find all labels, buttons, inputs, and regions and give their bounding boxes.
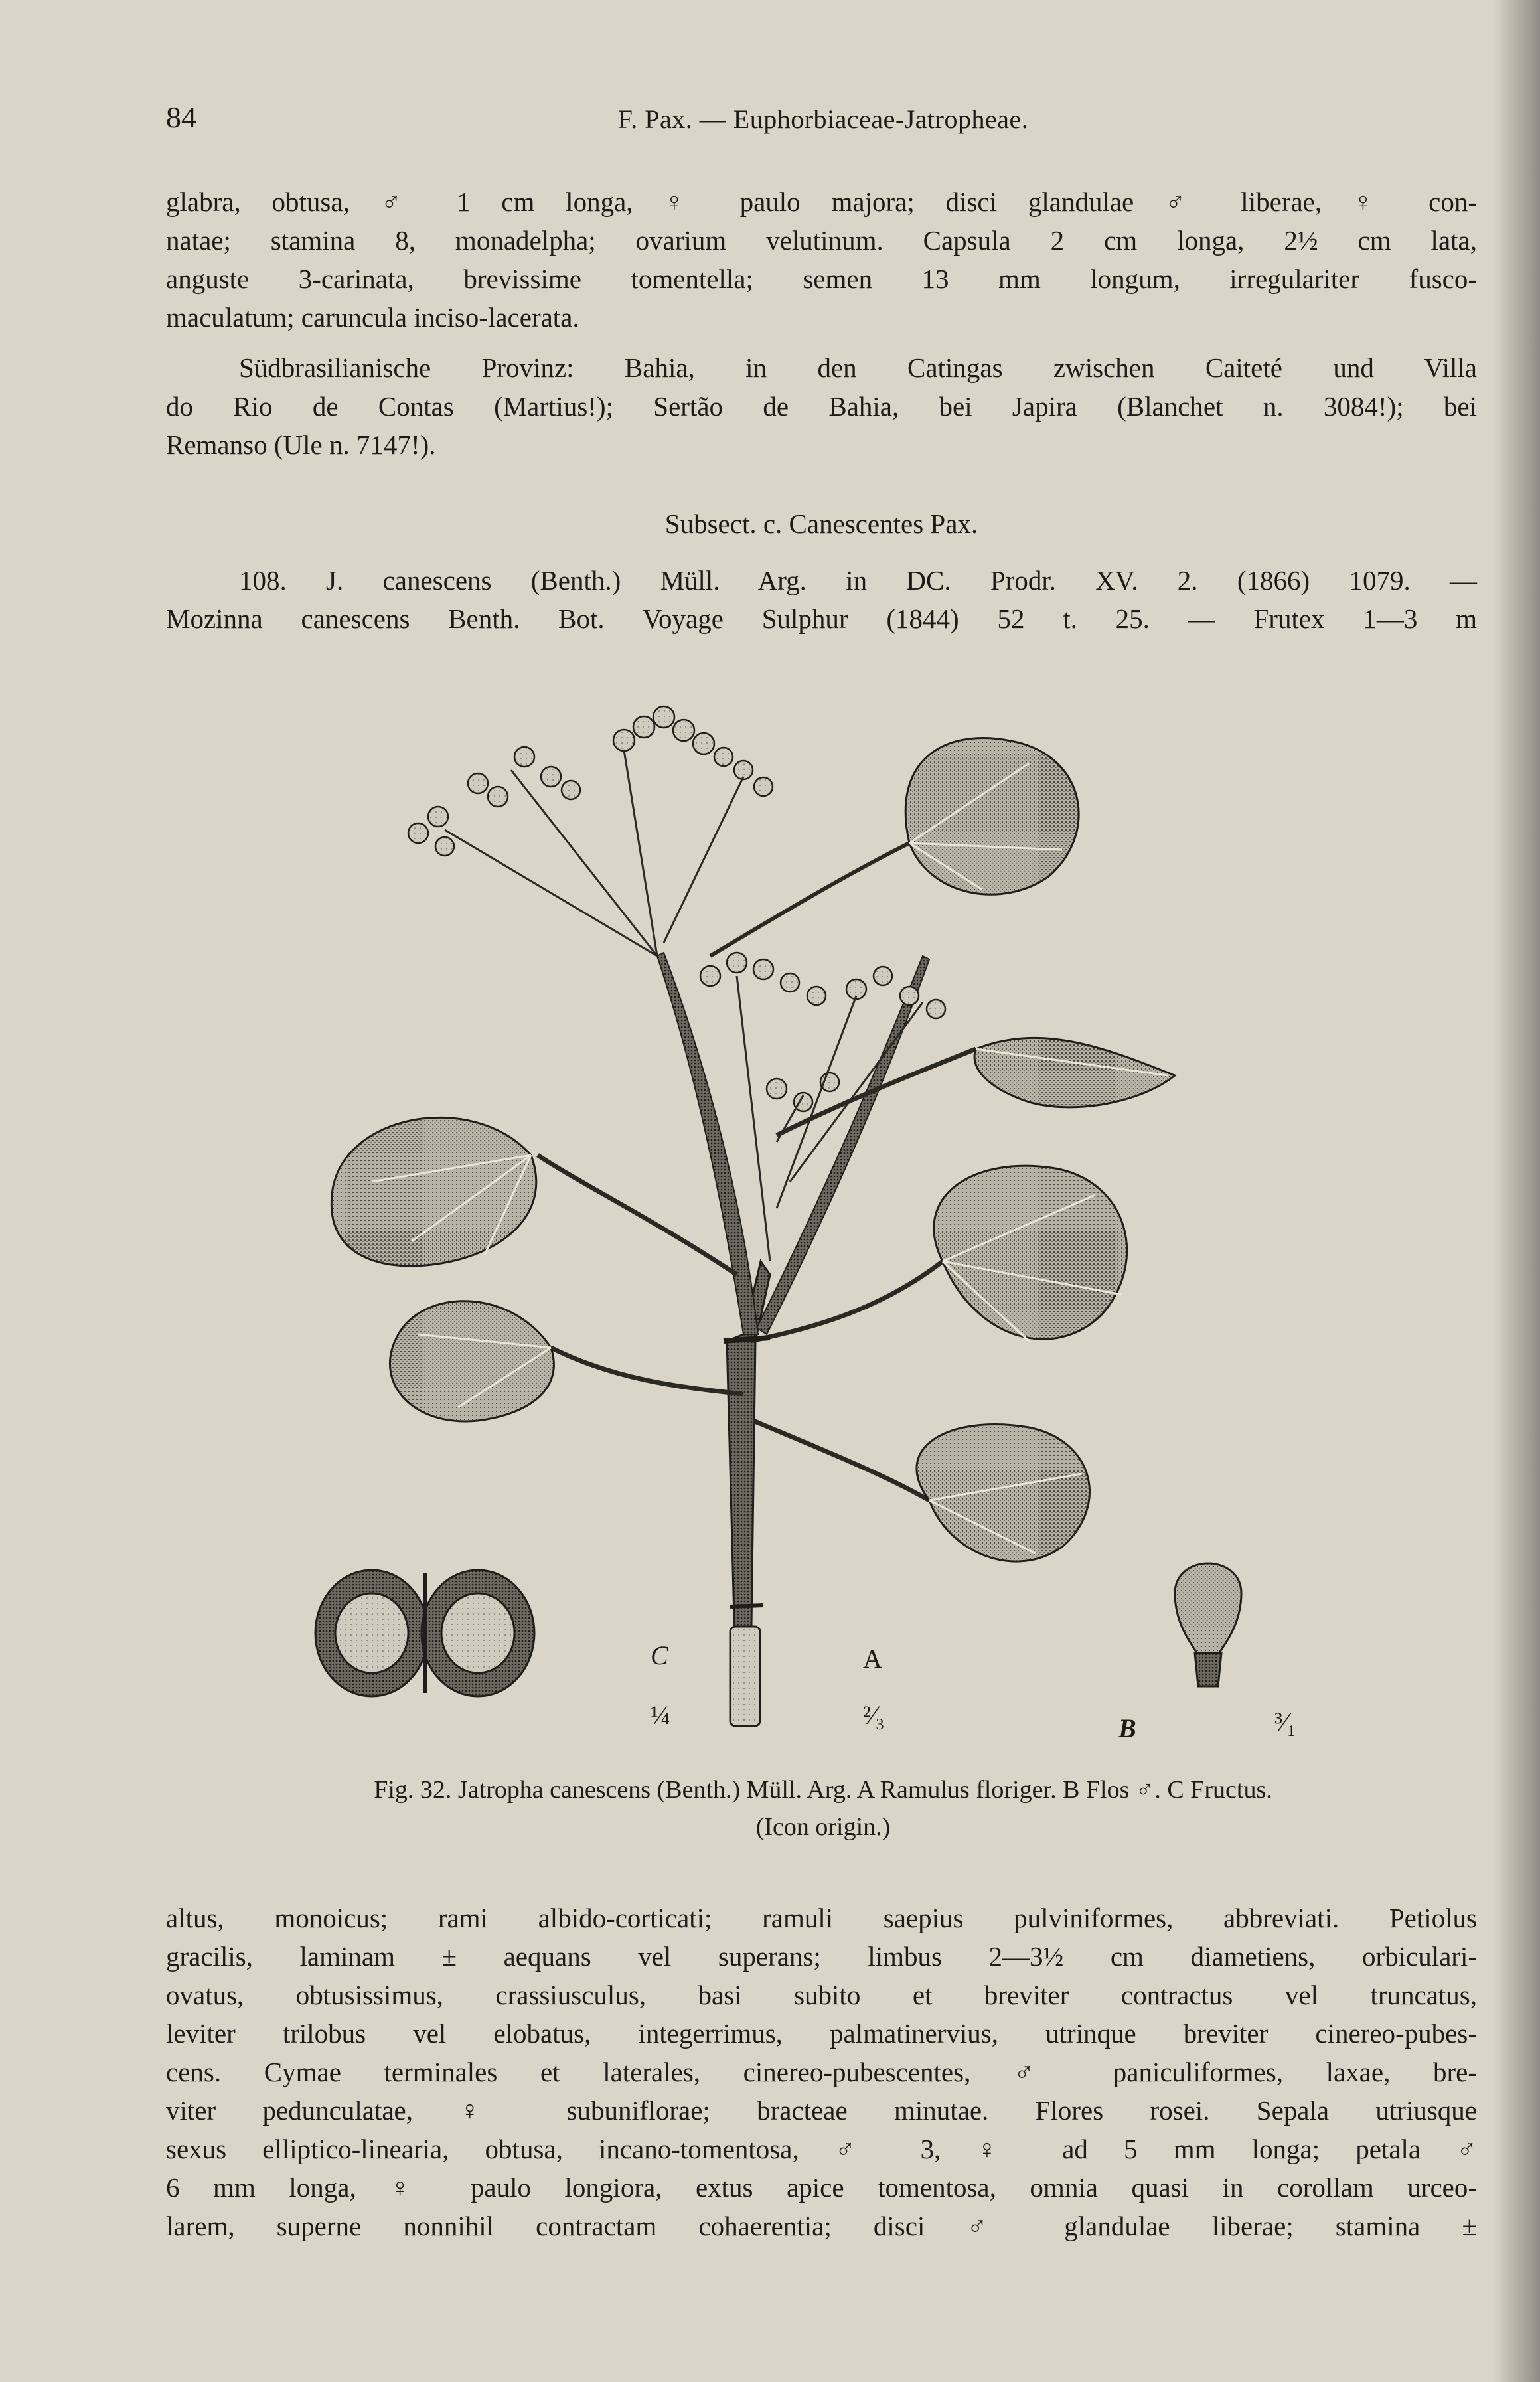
- text-line: sexus elliptico-linearia, obtusa, incano-tomentosa, ♂ 3, ♀ ad 5 mm longa; petala ♂: [166, 2134, 1477, 2164]
- species-heading: 108. J. canescens (Benth.) Müll. Arg. in DC. Prodr. XV. 2. (1866) 1079. —: [239, 565, 1477, 596]
- botanical-figure: [312, 677, 1348, 1743]
- branch-right: [757, 956, 929, 1334]
- jatropha-illustration: [312, 677, 1348, 1739]
- distribution-paragraph: [166, 349, 1477, 464]
- petiole: [710, 843, 909, 956]
- stem-base: [730, 1627, 760, 1726]
- caption-source: (Icon origin.): [755, 1813, 891, 1841]
- text-line: cens. Cymae terminales et laterales, cinereo-pubescentes, ♂ paniculiformes, laxae, bre-: [166, 2057, 1477, 2087]
- flower-cluster-left: [408, 747, 580, 856]
- petiole: [777, 1049, 976, 1135]
- text-line: maculatum; caruncula inciso-lacerata.: [166, 302, 579, 333]
- description-paragraph: [166, 1899, 1477, 2245]
- text-line: larem, superne nonnihil contractam cohaerentia; disci ♂ glandulae liberae; stamina ±: [166, 2211, 1477, 2241]
- leaf-top: [905, 738, 1079, 895]
- subsection-heading: [166, 505, 1477, 543]
- species-entry: [166, 561, 1477, 638]
- top-paragraph: [166, 183, 1477, 337]
- text-line: viter pedunculatae, ♀ subuniflorae; bracteae minutae. Flores rosei. Sepala utriusque: [166, 2095, 1477, 2126]
- text-line: Remanso (Ule n. 7147!).: [166, 430, 436, 460]
- petiole: [551, 1348, 743, 1394]
- running-head: F. Pax. — Euphorbiaceae-Jatropheae.: [617, 104, 1029, 134]
- synonym-line: Mozinna canescens Benth. Bot. Voyage Sulphur (1844) 52 t. 25. — Frutex 1—3 m: [166, 603, 1477, 634]
- page-header: [166, 100, 1480, 139]
- page-edge-shadow: [1494, 0, 1540, 2382]
- leaf-left-upper: [331, 1117, 536, 1266]
- text-line: Südbrasilianische Provinz: Bahia, in den Catingas zwischen Caiteté und Villa: [239, 353, 1477, 383]
- scale-b: ³⁄₁: [1274, 1707, 1296, 1737]
- text-line: 6 mm longa, ♀ paulo longiora, extus apice tomentosa, omnia quasi in corollam urceo-: [166, 2172, 1477, 2203]
- text-line: do Rio de Contas (Martius!); Sertão de Bahia, bei Japira (Blanchet n. 3084!); bei: [166, 391, 1477, 422]
- leaf-right-lower: [917, 1425, 1090, 1561]
- flower-cluster-top: [613, 706, 773, 796]
- text-line: anguste 3-carinata, brevissime tomentella; semen 13 mm longum, irregulariter fusco-: [166, 264, 1477, 294]
- stem-node: [724, 1338, 770, 1341]
- text-line: glabra, obtusa, ♂ 1 cm longa, ♀ paulo majora; disci glandulae ♂ liberae, ♀ con-: [166, 187, 1477, 217]
- text-line: natae; stamina 8, monadelpha; ovarium velutinum. Capsula 2 cm longa, 2½ cm lata,: [166, 225, 1477, 256]
- petiole: [753, 1421, 929, 1500]
- text-line: ovatus, obtusissimus, crassiusculus, basi subito et breviter contractus vel truncatus,: [166, 1980, 1477, 2010]
- scale-a: ²⁄₃: [863, 1700, 885, 1730]
- flower-cluster-lower: [767, 1073, 839, 1111]
- caption-text: Fig. 32. Jatropha canescens (Benth.) Müll. Arg. A Ramulus floriger. B Flos ♂. C Fructus.: [374, 1776, 1272, 1804]
- scale-c: ¼: [651, 1700, 670, 1730]
- label-a: A: [863, 1644, 882, 1674]
- upper-stem: [657, 953, 758, 1334]
- text-line: gracilis, laminam ± aequans vel superans; limbus 2—3½ cm diametiens, orbiculari-: [166, 1941, 1477, 1972]
- flower-detail: [1175, 1563, 1241, 1686]
- fruit-section: [315, 1570, 534, 1696]
- subsection-title: Subsect. c. Canescentes Pax.: [664, 509, 978, 539]
- page-number: 84: [166, 100, 196, 134]
- text-line: altus, monoicus; rami albido-corticati; ramuli saepius pulviniformes, abbreviati. Petiolus: [166, 1903, 1477, 1933]
- figure-caption: [166, 1771, 1480, 1846]
- petiole: [538, 1155, 737, 1275]
- text-line: leviter trilobus vel elobatus, integerrimus, palmatinervius, utrinque breviter cinereo-pubes-: [166, 2018, 1477, 2049]
- label-b: B: [1118, 1713, 1136, 1743]
- stem-node: [730, 1605, 763, 1607]
- label-c: C: [651, 1640, 668, 1670]
